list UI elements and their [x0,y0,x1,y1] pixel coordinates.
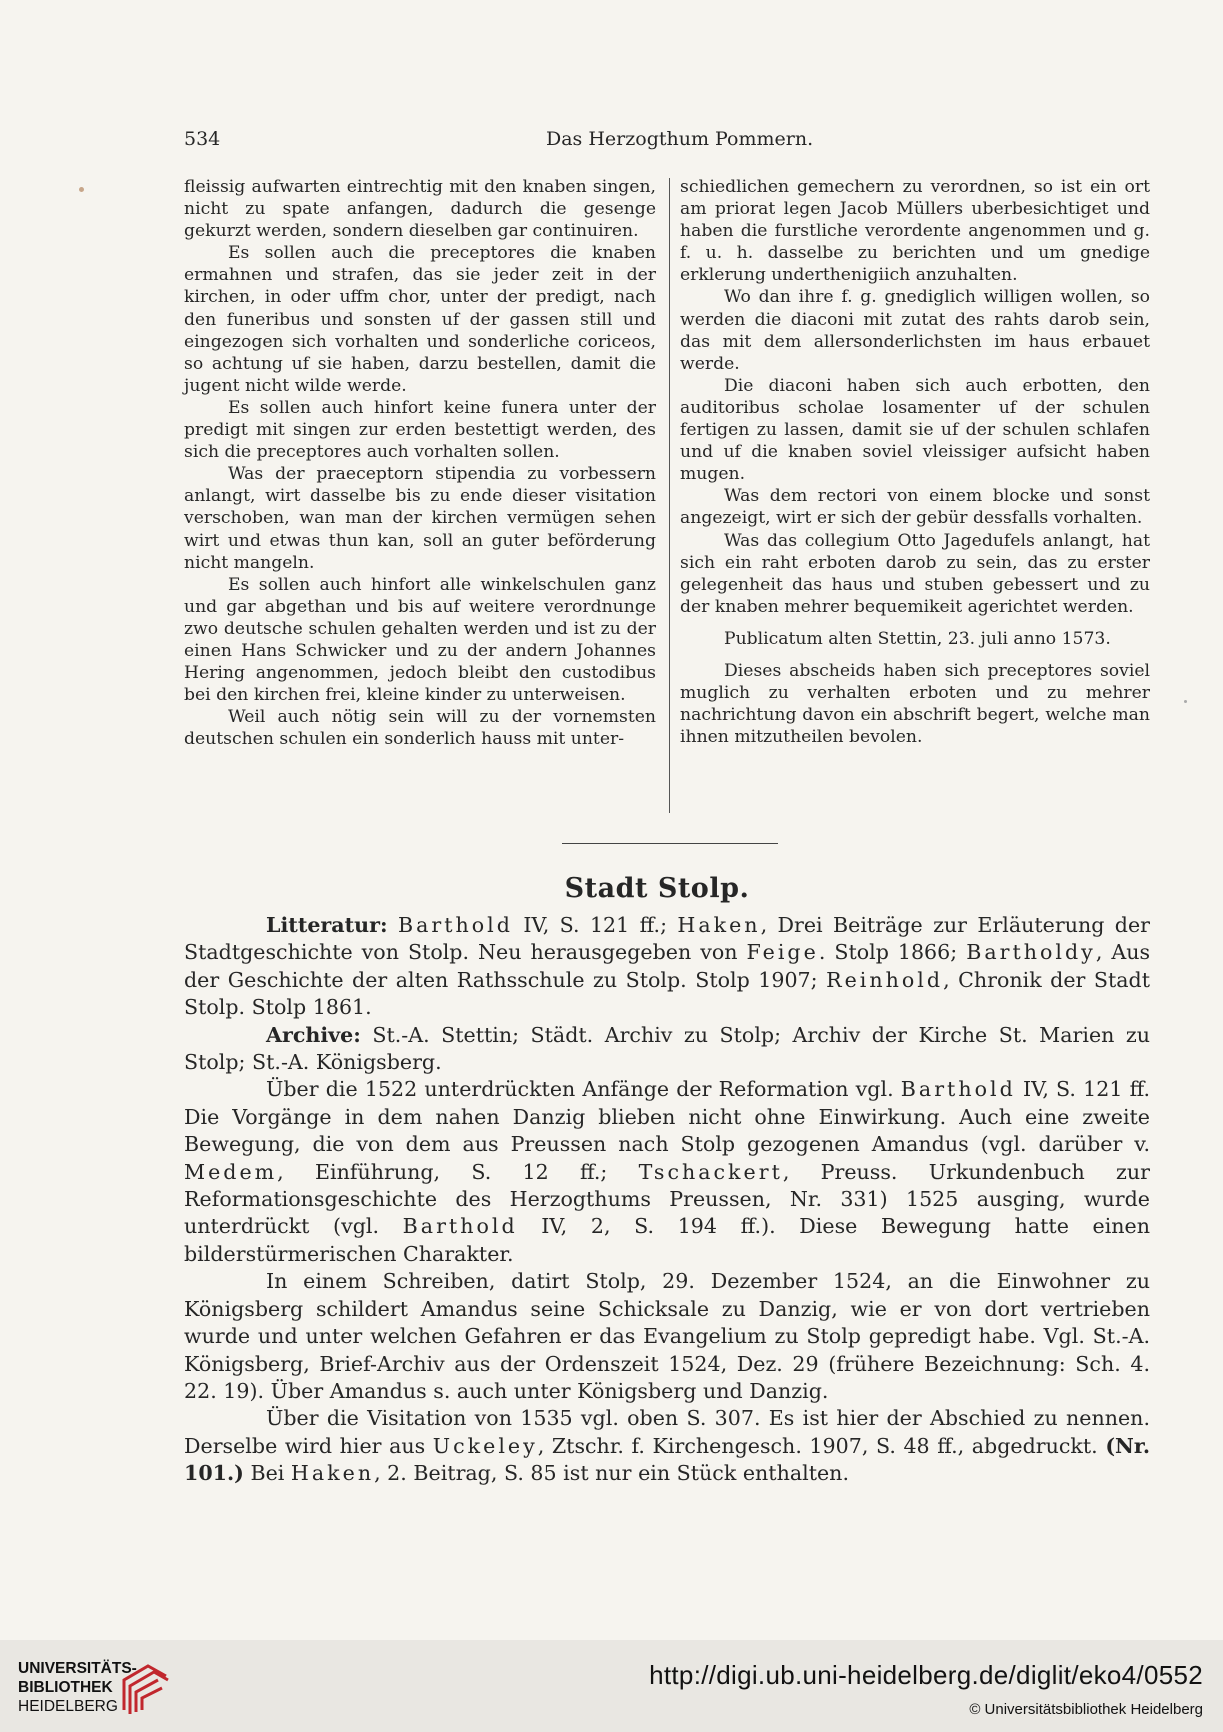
literature-label: Litteratur: [266,913,388,937]
scan-speck [79,187,84,192]
section-body [184,912,1150,1488]
paragraph: Wo dan ihre f. g. gnediglich willigen wollen, so werden die diaconi mit zutat des rahts darob sein, das mit dem allersonderlichsten im haus erbauet werde. [680,287,1150,374]
paragraph: Es sollen auch hinfort keine funera unter der predigt mit singen zur erden bestettigt werden, des sich die preceptores auch vorhalten sollen. [184,397,656,463]
paragraph: Über die Visitation von 1535 vgl. oben S. 307. Es ist hier der Abschied zu nennen. Derselbe wird hier aus Uckeley, Ztschr. f. Kirchengesch. 1907, S. 48 ff., abgedruckt. (Nr. 101.) Bei Haken, 2. Beitrag, S. 85 ist nur ein Stück enthalten. [184,1406,1151,1486]
paragraph: Es sollen auch die preceptores die knaben ermahnen und strafen, das sie jeder zeit in der kirchen, in oder uffm chor, unter der predigt, nach den funeribus und sonsten uf der gassen still und eingezogen sich vorhalten und sonderliche coriceos, so achtung uf sie haben, darzu bestellen, damit die jugent nicht wilde werde. [184,243,656,396]
page-number: 534 [184,128,221,150]
paragraph: Was dem rectori von einem blocke und sonst angezeigt, wirt er sich der gebür dessfalls vorhalten. [680,486,1150,529]
literature-paragraph: Litteratur: Barthold IV, S. 121 ff.; Haken, Drei Beiträge zur Erläuterung der Stadtgeschichte von Stolp. Neu herausgegeben von Feige. Stolp 1866; Bartholdy, Aus der Geschichte der alten Rathsschule zu Stolp. Stolp 1907; Reinhold, Chronik der Stadt Stolp. Stolp 1861. [184,913,1151,1020]
paragraph: fleissig aufwarten eintrechtig mit den knaben singen, nicht zu spate anfangen, dadurch die gesenge gekurzt werden, sondern dieselben gar continuiren. [184,177,656,242]
paragraph: Die diaconi haben sich auch erbotten, den auditoribus scholae losamenter uf der schulen fertigen zu lassen, damit sie uf der schulen schlafen und uf die knaben soviel vleissiger aufsicht haben mugen. [680,375,1150,485]
left-column [184,176,656,750]
archive-label: Archive: [266,1022,361,1047]
column-divider [669,178,670,813]
paragraph: Über die 1522 unterdrückten Anfänge der Reformation vgl. Barthold IV, S. 121 ff. Die Vorgänge in dem nahen Danzig blieben nicht ohne Einwirkung. Auch eine zweite Bewegung, die von dem aus Preussen nach Stolp gezogenen Amandus (vgl. darüber v. Medem, Einführung, S. 12 ff.; Tschackert, Preuss. Urkundenbuch zur Reformationsgeschichte des Herzogthums Preussen, Nr. 331) 1525 ausging, wurde unterdrückt (vgl. Barthold IV, 2, S. 194 ff.). Diese Bewegung hatte einen bilderstürmerischen Charakter. [184,1077,1151,1266]
paragraph: schiedlichen gemechern zu verordnen, so ist ein ort am priorat legen Jacob Müllers uberbesichtiget und haben die furstliche verordente angenommen und g. f. u. h. dasselbe zu berichten und um gnedige erklerung underthenigiich anzuhalten. [680,177,1150,286]
paragraph: Dieses abscheids haben sich preceptores soviel muglich zu verhalten erboten und zu mehrer nachrichtung davon ein abschrift begert, welche man ihnen mitzutheilen bevolen. [680,660,1150,748]
archive-paragraph: Archive: St.-A. Stettin; Städt. Archiv zu Stolp; Archiv der Kirche St. Marien zu Stolp; St.-A. Königsberg. [184,1022,1151,1075]
right-column [680,176,1150,748]
running-title: Das Herzogthum Pommern. [546,128,814,150]
paragraph: Was der praeceptorn stipendia zu vorbessern anlangt, wirt dasselbe bis zu ende dieser visitation verschoben, wan man der kirchen vermügen sehen wirt und etwas thun kan, soll an guter beförderung nicht mangeln. [184,464,656,573]
section-title: Stadt Stolp. [564,873,750,904]
viewer-footer [0,1640,1223,1732]
paragraph: Es sollen auch hinfort alle winkelschulen ganz und gar abgethan und bis auf weitere verordnunge zwo deutsche schulen gehalten werden und ist zu der einen Hans Schwicker und zu der andern Johannes Hering angenommen, jedoch bleibt den custodibus bei den kirchen frei, kleine kinder zu unterweisen. [184,574,656,706]
paragraph: Was das collegium Otto Jagedufels anlangt, hat sich ein raht erboten darob zu sein, das zu erster gelegenheit das haus und stuben gebessert und zu der knaben mehrer bequemikeit agerichtet werden. [680,530,1150,617]
paragraph: Weil auch nötig sein will zu der vornemsten deutschen schulen ein sonderlich hauss mit unter- [184,707,656,750]
document-number: (Nr. 101.) [184,1433,1151,1486]
library-logo-icon [118,1660,172,1716]
scan-speck [1184,700,1187,703]
copyright-notice: © Universitätsbibliothek Heidelberg [969,1701,1203,1718]
paragraph: In einem Schreiben, datirt Stolp, 29. Dezember 1524, an die Einwohner zu Königsberg schildert Amandus seine Schicksale zu Danzig, wie er von dort vertrieben wurde und unter welchen Gefahren er das Evangelium zu Stolp gepredigt habe. Vgl. St.-A. Königsberg, Brief-Archiv aus der Ordenszeit 1524, Dez. 29 (frühere Bezeichnung: Sch. 4. 22. 19). Über Amandus s. auch unter Königsberg und Danzig. [184,1269,1150,1403]
running-head [184,128,1149,156]
library-logo-text: UNIVERSITÄTS- BIBLIOTHEK HEIDELBERG [18,1660,137,1715]
section-divider [562,843,778,844]
publication-date: Publicatum alten Stettin, 23. juli anno 1573. [724,628,1111,649]
permalink[interactable]: http://digi.ub.uni-heidelberg.de/diglit/eko4/0552 [649,1660,1203,1690]
